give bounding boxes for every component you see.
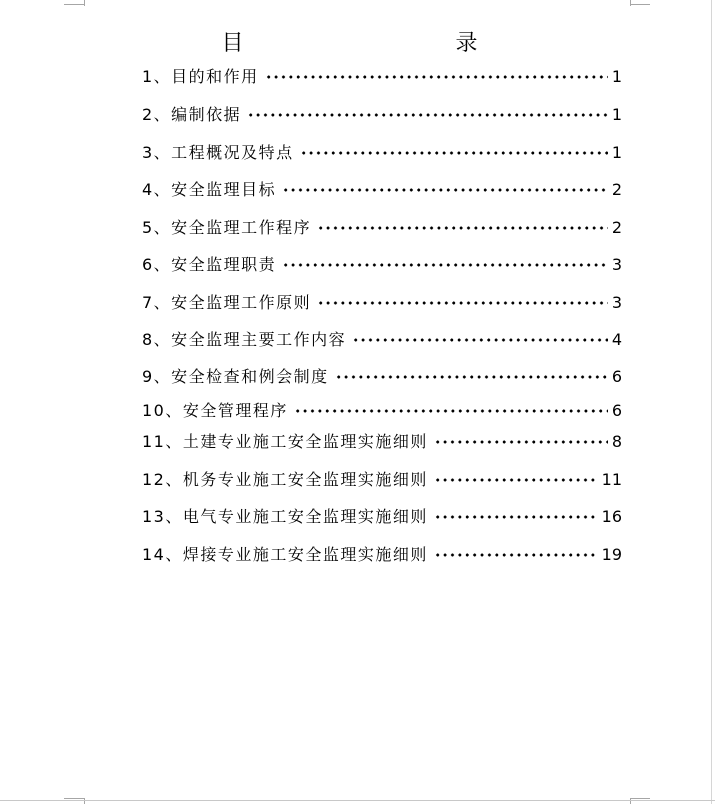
- toc-dot-leader: [247, 113, 608, 117]
- toc-entry-page-number: 6: [611, 367, 622, 386]
- toc-dot-leader: [434, 553, 598, 557]
- toc-entry[interactable]: [142, 365, 622, 389]
- crop-mark-top-left-h: [64, 4, 84, 5]
- crop-mark-bottom-right-v: [630, 798, 631, 804]
- toc-entry-page-number: 19: [601, 545, 622, 564]
- toc-entry-label: 4、安全监理目标: [142, 180, 277, 199]
- toc-entry[interactable]: [142, 543, 622, 567]
- toc-entry-label: 12、机务专业施工安全监理实施细则: [142, 470, 428, 489]
- toc-entry-label: 5、安全监理工作程序: [142, 218, 312, 237]
- toc-dot-leader: [317, 301, 608, 305]
- toc-entry-page-number: 3: [611, 255, 622, 274]
- toc-dot-leader: [282, 263, 608, 267]
- toc-entry[interactable]: [142, 430, 622, 454]
- toc-entry[interactable]: [142, 103, 622, 127]
- toc-entry-label: 9、安全检查和例会制度: [142, 367, 329, 386]
- crop-mark-top-left-v: [84, 0, 85, 6]
- crop-mark-bottom-right-h: [630, 798, 650, 799]
- toc-entry-label: 13、电气专业施工安全监理实施细则: [142, 507, 428, 526]
- toc-entry-label: 2、编制依据: [142, 105, 242, 124]
- toc-entry-page-number: 11: [601, 470, 622, 489]
- toc-entry[interactable]: [142, 291, 622, 315]
- toc-entry[interactable]: [142, 216, 622, 240]
- crop-mark-top-right-h: [630, 4, 650, 5]
- toc-entry-page-number: 1: [611, 143, 622, 162]
- toc-entry[interactable]: [142, 253, 622, 277]
- toc-entry-label: 8、安全监理主要工作内容: [142, 330, 347, 349]
- page-right-edge: [711, 0, 712, 804]
- toc-dot-leader: [434, 515, 598, 519]
- toc-dot-leader: [294, 409, 608, 413]
- toc-entry[interactable]: [142, 468, 622, 492]
- toc-dot-leader: [434, 478, 598, 482]
- toc-entry-page-number: 8: [611, 432, 622, 451]
- toc-entry[interactable]: [142, 141, 622, 165]
- toc-entry-page-number: 1: [611, 105, 622, 124]
- toc-entry-page-number: 6: [611, 401, 622, 420]
- toc-entry[interactable]: [142, 178, 622, 202]
- toc-entry[interactable]: [142, 328, 622, 352]
- crop-mark-top-right-v: [630, 0, 631, 6]
- toc-entry-page-number: 1: [611, 67, 622, 86]
- toc-dot-leader: [434, 440, 608, 444]
- toc-entry[interactable]: [142, 505, 622, 529]
- toc-dot-leader: [317, 226, 608, 230]
- crop-mark-bottom-left-v: [84, 798, 85, 804]
- toc-dot-leader: [300, 151, 608, 155]
- toc-dot-leader: [335, 375, 608, 379]
- toc-dot-leader: [352, 338, 608, 342]
- toc-entry[interactable]: [142, 399, 622, 423]
- toc-entry-label: 11、土建专业施工安全监理实施细则: [142, 432, 428, 451]
- toc-entry-label: 14、焊接专业施工安全监理实施细则: [142, 545, 428, 564]
- toc-entry-page-number: 4: [611, 330, 622, 349]
- page-bottom-edge: [0, 800, 715, 801]
- toc-title: 目 录: [221, 31, 534, 56]
- toc-entry-label: 3、工程概况及特点: [142, 143, 294, 162]
- toc-dot-leader: [282, 188, 608, 192]
- toc-dot-leader: [265, 75, 608, 79]
- toc-entry-page-number: 2: [611, 180, 622, 199]
- toc-entry-label: 10、安全管理程序: [142, 401, 288, 420]
- toc-entry-label: 6、安全监理职责: [142, 255, 277, 274]
- crop-mark-bottom-left-h: [64, 798, 84, 799]
- toc-entry-page-number: 2: [611, 218, 622, 237]
- toc-entry-page-number: 3: [611, 293, 622, 312]
- toc-entry-page-number: 16: [601, 507, 622, 526]
- toc-entry-label: 7、安全监理工作原则: [142, 293, 312, 312]
- toc-entry-label: 1、目的和作用: [142, 67, 259, 86]
- toc-entry[interactable]: [142, 65, 622, 89]
